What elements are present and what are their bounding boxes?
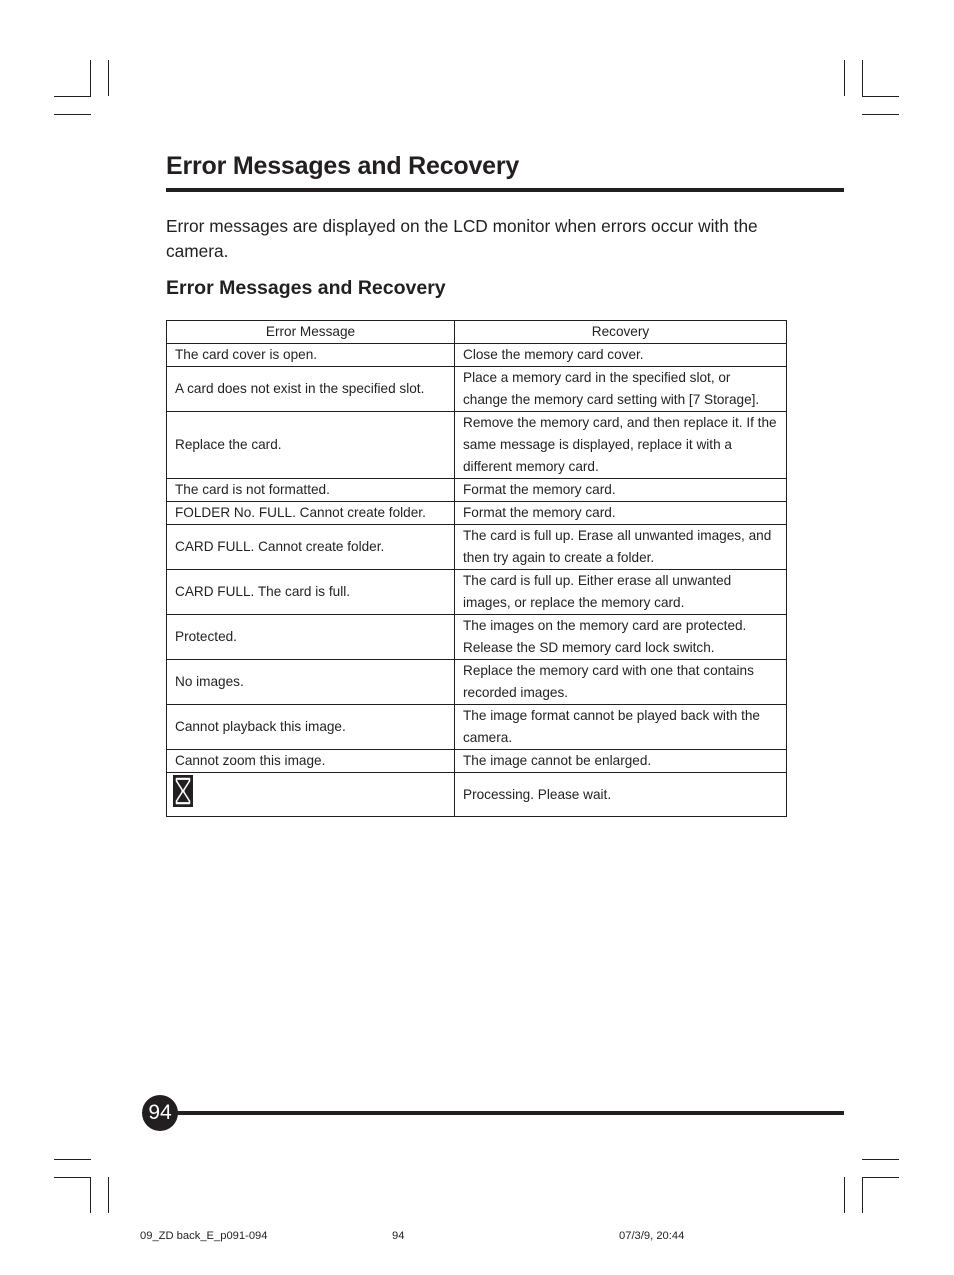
error-message-cell: CARD FULL. Cannot create folder. [167, 525, 455, 570]
table-row [167, 367, 787, 412]
recovery-cell: Processing. Please wait. [455, 773, 787, 817]
table-row [167, 412, 787, 479]
title-rule [166, 188, 844, 192]
recovery-cell: The card is full up. Erase all unwanted images, and then try again to create a folder. [455, 525, 787, 570]
intro-paragraph: Error messages are displayed on the LCD monitor when errors occur with the camera. [166, 216, 758, 261]
crop-mark [862, 114, 899, 115]
recovery-cell: The image format cannot be played back with the camera. [455, 705, 787, 750]
table-row [167, 570, 787, 615]
crop-mark [844, 60, 845, 96]
error-message-cell: No images. [167, 660, 455, 705]
column-header-error-message: Error Message [167, 321, 455, 344]
table-row [167, 705, 787, 750]
table-row [167, 525, 787, 570]
crop-mark [862, 1177, 863, 1213]
recovery-cell: Format the memory card. [455, 502, 787, 525]
page-number-badge: 94 [142, 1095, 178, 1131]
crop-mark [54, 1159, 91, 1160]
footer-filename: 09_ZD back_E_p091-094 [140, 1230, 268, 1242]
recovery-cell: Remove the memory card, and then replace it. If the same message is displayed, replace it with a different memory card. [455, 412, 787, 479]
bottom-rule [170, 1111, 844, 1115]
table-row [167, 773, 787, 817]
crop-mark [862, 1177, 899, 1178]
table-header-row [167, 321, 787, 344]
footer-page: 94 [392, 1230, 405, 1242]
hourglass-icon [173, 775, 193, 814]
error-message-cell: Protected. [167, 615, 455, 660]
crop-mark [54, 114, 91, 115]
error-message-cell: Replace the card. [167, 412, 455, 479]
recovery-cell: The card is full up. Either erase all unwanted images, or replace the memory card. [455, 570, 787, 615]
recovery-cell: The images on the memory card are protected. Release the SD memory card lock switch. [455, 615, 787, 660]
error-message-cell: Cannot zoom this image. [167, 750, 455, 773]
error-message-cell: CARD FULL. The card is full. [167, 570, 455, 615]
crop-mark [54, 1177, 91, 1178]
error-message-cell [167, 773, 455, 817]
section-title: Error Messages and Recovery [166, 277, 446, 299]
column-header-recovery: Recovery [455, 321, 787, 344]
footer-date: 07/3/9, 20:44 [619, 1230, 685, 1242]
table-row [167, 750, 787, 773]
crop-mark [54, 96, 91, 97]
crop-mark [108, 60, 109, 96]
table-row [167, 344, 787, 367]
crop-mark [108, 1177, 109, 1213]
recovery-cell: Format the memory card. [455, 479, 787, 502]
crop-mark [90, 60, 91, 96]
error-message-cell: A card does not exist in the specified slot. [167, 367, 455, 412]
recovery-cell: Close the memory card cover. [455, 344, 787, 367]
error-message-cell: Cannot playback this image. [167, 705, 455, 750]
table-row [167, 502, 787, 525]
error-message-cell: The card cover is open. [167, 344, 455, 367]
table-row [167, 615, 787, 660]
table-row [167, 479, 787, 502]
crop-mark [862, 60, 863, 96]
crop-mark [862, 1159, 899, 1160]
crop-mark [862, 96, 899, 97]
recovery-cell: The image cannot be enlarged. [455, 750, 787, 773]
crop-mark [844, 1177, 845, 1213]
error-message-cell: FOLDER No. FULL. Cannot create folder. [167, 502, 455, 525]
error-table [166, 320, 787, 817]
table-row [167, 660, 787, 705]
error-message-cell: The card is not formatted. [167, 479, 455, 502]
recovery-cell: Replace the memory card with one that contains recorded images. [455, 660, 787, 705]
crop-mark [90, 1177, 91, 1213]
page-title: Error Messages and Recovery [166, 152, 520, 180]
recovery-cell: Place a memory card in the specified slot, or change the memory card setting with [7 Storage]. [455, 367, 787, 412]
